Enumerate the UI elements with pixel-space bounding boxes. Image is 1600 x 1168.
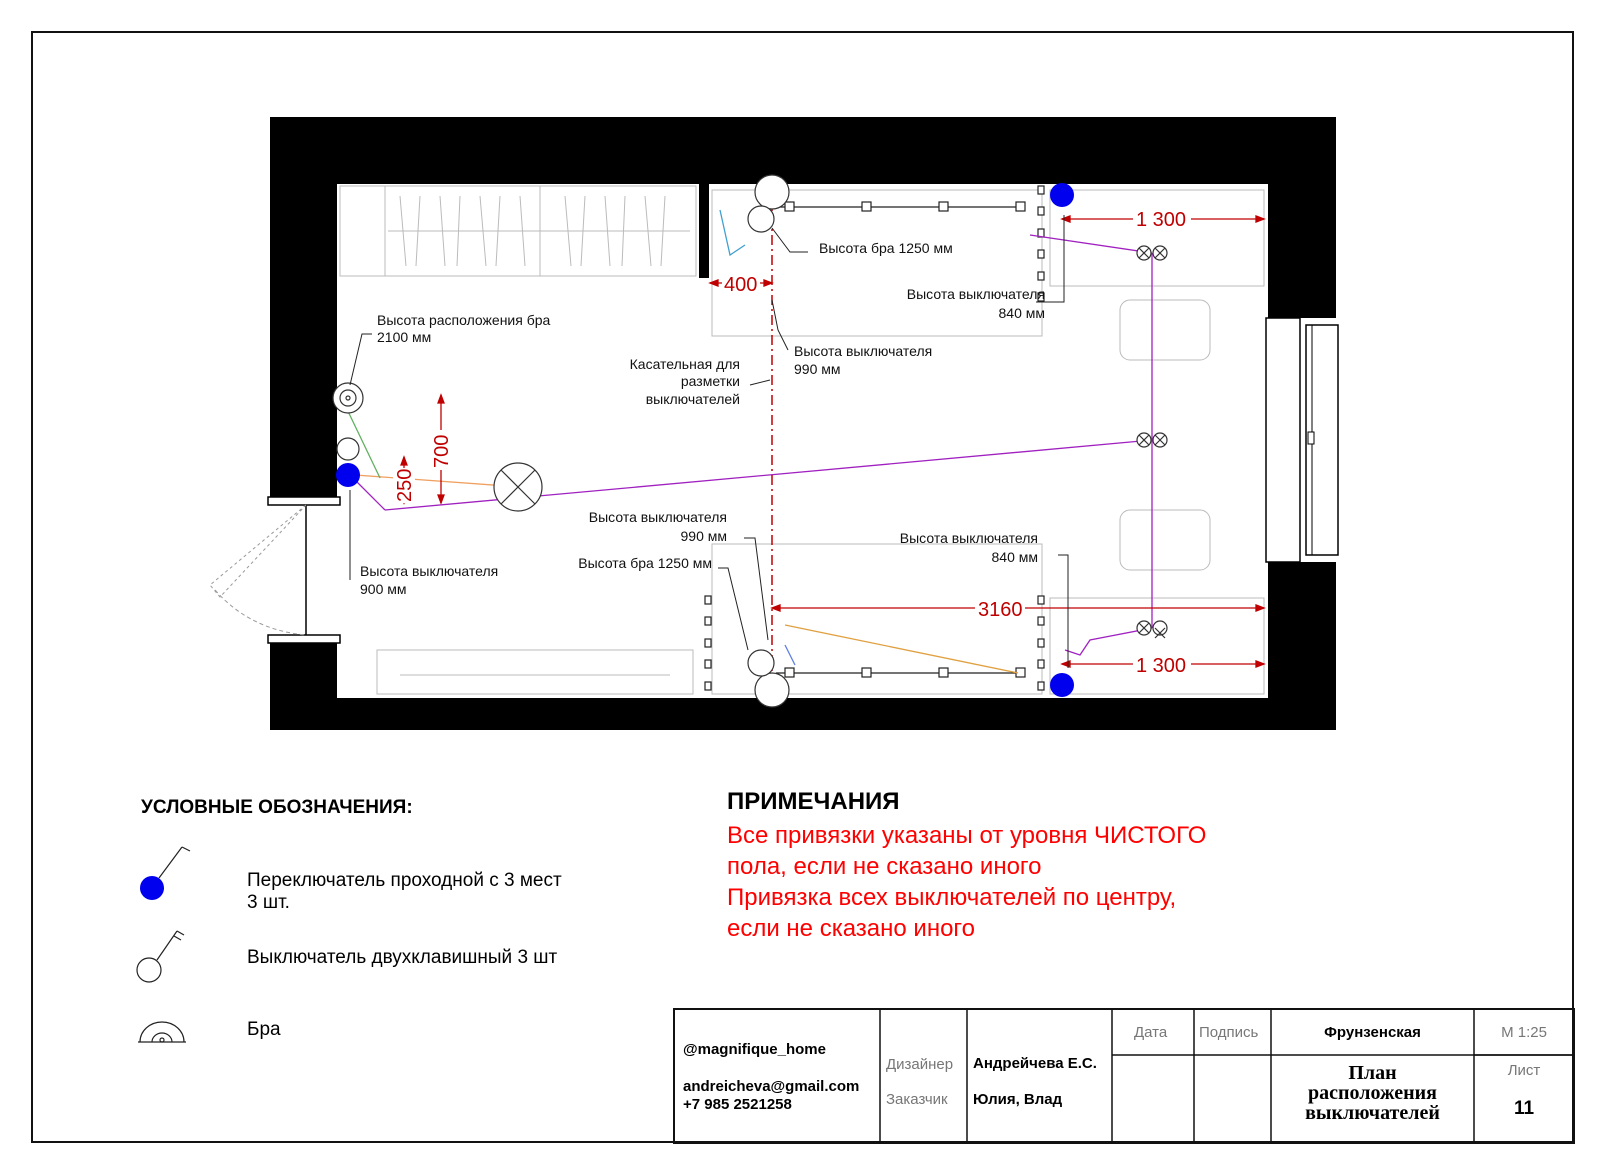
label-switch-990-top-line1: Высота выключателя: [794, 343, 933, 359]
tb-sign-label: Подпись: [1199, 1024, 1259, 1041]
furniture: [340, 186, 1264, 694]
legend-item-pass-switch-text2: 3 шт.: [247, 892, 290, 913]
label-sconce-2100-line1: Высота расположения бра: [377, 312, 551, 328]
notes-title: ПРИМЕЧАНИЯ: [727, 788, 900, 815]
tb-sheet-title-2: расположения: [1308, 1082, 1437, 1104]
label-switch-990-bot-line2: 990 мм: [680, 528, 727, 544]
dim-700: 700: [431, 434, 453, 468]
tb-sheet-title: [1271, 1063, 1474, 1123]
notes-text: [727, 820, 1206, 944]
label-switch-840-bot-line1: Высота выключателя: [899, 530, 1038, 546]
label-switch-900-line1: Высота выключателя: [360, 563, 499, 579]
label-tangent-line3: выключателей: [645, 391, 740, 407]
tb-phone: +7 985 2521258: [683, 1096, 792, 1113]
label-sconce-1250-top: Высота бра 1250 мм: [819, 240, 953, 256]
notes-line-4: если не сказано иного: [727, 915, 976, 942]
tb-client: Юлия, Влад: [973, 1091, 1063, 1108]
pass-through-switch-icon: [140, 847, 190, 900]
dim-3160: 3160: [978, 599, 1023, 621]
tb-sheet-number: 11: [1513, 1098, 1535, 1119]
label-sconce-2100-line2: 2100 мм: [377, 329, 432, 345]
label-switch-900-line2: 900 мм: [360, 581, 407, 597]
legend-item-double-switch: Выключатель двухклавишный 3 шт: [247, 947, 558, 968]
notes-line-2: пола, если не сказано иного: [727, 853, 1042, 880]
tb-client-label: Заказчик: [886, 1091, 948, 1108]
label-switch-990-top-line2: 990 мм: [794, 361, 841, 377]
sconce-icon: [138, 1022, 186, 1042]
tb-sheet-title-1: План: [1348, 1062, 1397, 1084]
label-tangent-line1: Касательная для: [629, 356, 740, 372]
tb-email: andreicheva@gmail.com: [683, 1078, 860, 1095]
tb-brand: @magnifique_home: [683, 1041, 826, 1058]
label-switch-840-bot-line2: 840 мм: [991, 549, 1038, 565]
ceiling-lights: [494, 246, 1167, 638]
legend-title: УСЛОВНЫЕ ОБОЗНАЧЕНИЯ:: [141, 797, 413, 818]
label-switch-990-bot-line1: Высота выключателя: [588, 509, 727, 525]
notes-line-3: Привязка всех выключателей по центру,: [727, 884, 1177, 911]
tb-sheet-title-3: выключателей: [1305, 1102, 1440, 1124]
dim-1300-bottom: 1 300: [1136, 655, 1187, 677]
legend-item-pass-switch: [247, 870, 562, 914]
tb-project: Фрунзенская: [1324, 1024, 1421, 1041]
dim-400: 400: [724, 274, 758, 296]
legend-icons: [137, 847, 190, 1042]
double-switch-icon: [137, 931, 184, 982]
dim-1300-top: 1 300: [1136, 209, 1187, 231]
label-switch-840-top-line1: Высота выключателя: [906, 286, 1045, 302]
sconces: [333, 175, 789, 707]
tb-date-label: Дата: [1134, 1024, 1168, 1041]
legend-item-pass-switch-text1: Переключатель проходной с 3 мест: [247, 870, 562, 891]
notes-line-1: Все привязки указаны от уровня ЧИСТОГО: [727, 822, 1207, 849]
tb-designer: Андрейчева Е.С.: [973, 1055, 1097, 1072]
legend-item-sconce: Бра: [247, 1019, 281, 1040]
dim-250: 250: [394, 468, 416, 502]
label-switch-840-top-line2: 840 мм: [998, 305, 1045, 321]
plan-labels: [360, 240, 1045, 597]
label-tangent-line2: разметки: [680, 373, 740, 389]
tb-scale: М 1:25: [1501, 1024, 1547, 1041]
label-sconce-1250-bot: Высота бра 1250 мм: [578, 555, 712, 571]
tb-designer-label: Дизайнер: [886, 1056, 954, 1073]
tb-sheet-label: Лист: [1507, 1062, 1541, 1079]
dimension-texts: [393, 208, 1191, 677]
